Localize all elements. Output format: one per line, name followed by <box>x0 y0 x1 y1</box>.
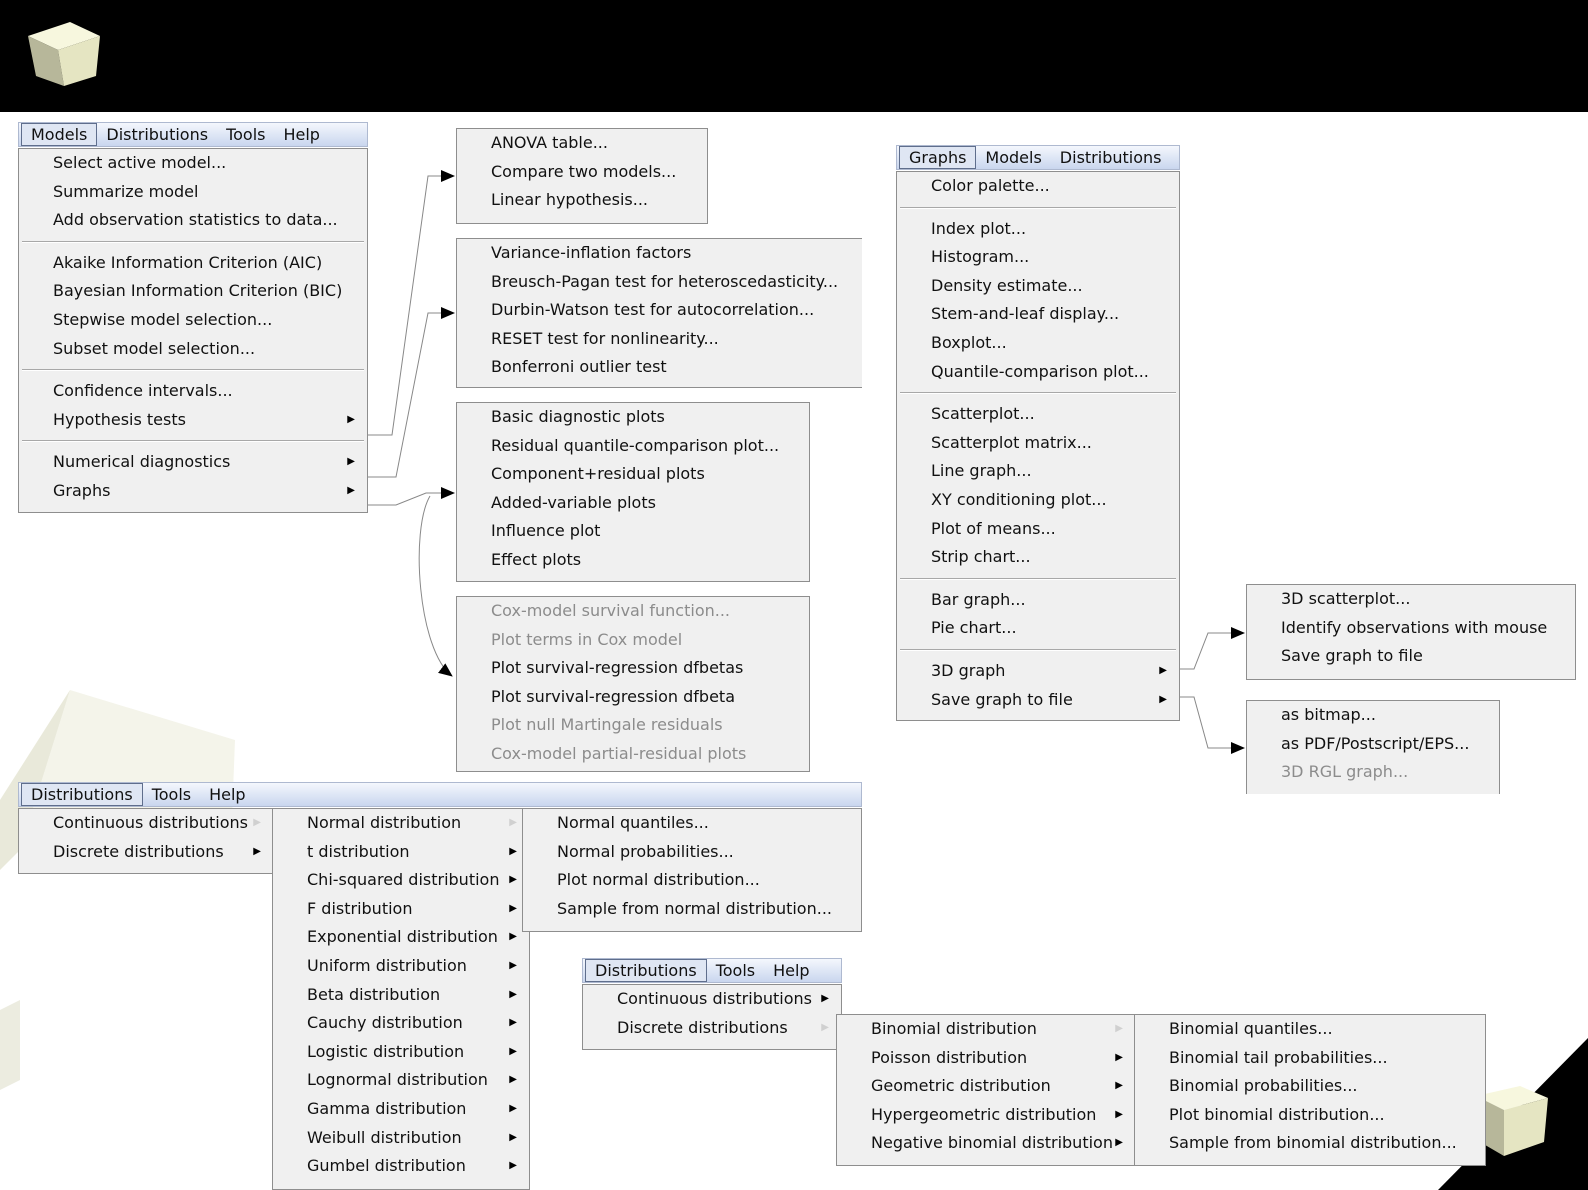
menu-item-label: Lognormal distribution <box>307 1070 488 1090</box>
graphs-dropdown <box>896 171 1180 721</box>
menu-item-binomial-tail-probabilities[interactable]: Binomial tail probabilities... <box>1169 1047 1388 1067</box>
menu-item-save-3d-graph[interactable]: Save graph to file <box>1281 646 1423 666</box>
menu-item-hypothesis-tests[interactable] <box>19 406 367 435</box>
submenu-arrow-icon: ▶ <box>509 959 517 971</box>
menu-item-pie-chart[interactable]: Pie chart... <box>931 618 1017 638</box>
binomial-submenu <box>1134 1014 1486 1166</box>
menu-item-label: Continuous distributions <box>53 813 248 832</box>
menu-item-label: Discrete distributions <box>617 1017 788 1037</box>
submenu-arrow-icon: ▶ <box>509 817 517 828</box>
menu-item-chi-squared-distribution[interactable] <box>273 866 529 895</box>
menu-item-label: Graphs <box>53 480 111 500</box>
menu-item-survival-dfbeta[interactable]: Plot survival-regression dfbeta <box>491 686 735 706</box>
graphs-menubar <box>896 145 1180 170</box>
menu-tools[interactable]: Tools <box>151 785 192 804</box>
menu-item-gamma-distribution[interactable] <box>273 1095 529 1124</box>
menu-item-save-graph-to-file[interactable] <box>897 686 1179 715</box>
continuous-distributions-submenu <box>272 808 530 1190</box>
survival-graphs-submenu <box>456 596 810 772</box>
menu-item-logistic-distribution[interactable] <box>273 1038 529 1067</box>
menu-item-t-distribution[interactable] <box>273 838 529 867</box>
menu-item-summarize-model[interactable]: Summarize model <box>53 181 199 201</box>
menu-item-select-active-model[interactable]: Select active model... <box>53 153 227 172</box>
menu-item-label: Numerical diagnostics <box>53 452 231 472</box>
menu-item-normal-quantiles[interactable]: Normal quantiles... <box>557 813 709 832</box>
submenu-arrow-icon: ▶ <box>509 845 517 857</box>
menu-item-anova-table[interactable]: ANOVA table... <box>491 133 608 152</box>
menu-tools[interactable]: Tools <box>715 961 756 980</box>
menu-item-label: Negative binomial distribution <box>871 1133 1113 1153</box>
menu-item-histogram[interactable]: Histogram... <box>931 247 1030 267</box>
menu-item-graphs[interactable] <box>19 477 367 506</box>
menu-item-bic[interactable]: Bayesian Information Criterion (BIC) <box>53 281 343 301</box>
submenu-arrow-icon: ▶ <box>347 484 355 496</box>
menu-help[interactable]: Help <box>283 125 320 144</box>
menu-item-added-variable-plots[interactable]: Added-variable plots <box>491 492 656 512</box>
menu-item-xy-conditioning-plot[interactable]: XY conditioning plot... <box>931 489 1107 509</box>
menu-item-stepwise-model-selection[interactable]: Stepwise model selection... <box>53 309 273 329</box>
menu-item-plot-of-means[interactable]: Plot of means... <box>931 518 1056 538</box>
submenu-arrow-icon: ▶ <box>1115 1108 1123 1120</box>
menu-item-normal-distribution[interactable] <box>273 809 529 838</box>
menu-item-plot-binomial-distribution[interactable]: Plot binomial distribution... <box>1169 1104 1385 1124</box>
menu-item-label: Binomial distribution <box>871 1019 1037 1038</box>
menu-item-label: Uniform distribution <box>307 955 467 975</box>
menu-tools[interactable]: Tools <box>226 125 266 144</box>
menu-item-label: Save graph to file <box>931 689 1073 709</box>
menu-separator <box>22 241 364 243</box>
menu-item-vif[interactable]: Variance-inflation factors <box>491 243 692 262</box>
menu-separator <box>900 392 1176 394</box>
menu-item-label: Gamma distribution <box>307 1098 467 1118</box>
menu-distributions[interactable]: Distributions <box>106 125 209 144</box>
menu-item-label: 3D graph <box>931 660 1006 680</box>
menu-item-f-distribution[interactable] <box>273 895 529 924</box>
model-graphs-submenu <box>456 402 810 582</box>
submenu-arrow-icon: ▶ <box>509 1102 517 1114</box>
menu-item-label: Poisson distribution <box>871 1047 1028 1067</box>
menu-item-linear-hypothesis[interactable]: Linear hypothesis... <box>491 190 648 210</box>
menu-item-line-graph[interactable]: Line graph... <box>931 461 1032 481</box>
menu-item-weibull-distribution[interactable] <box>273 1124 529 1153</box>
distributions-menubar-2 <box>582 958 842 983</box>
submenu-arrow-icon: ▶ <box>509 1045 517 1057</box>
menu-item-bar-graph[interactable]: Bar graph... <box>931 589 1026 609</box>
menu-item-label: Gumbel distribution <box>307 1156 466 1176</box>
menu-help[interactable]: Help <box>773 961 810 980</box>
menu-item-beta-distribution[interactable] <box>273 981 529 1010</box>
menu-item-discrete-distributions[interactable] <box>583 1014 841 1043</box>
menu-item-label: Hypergeometric distribution <box>871 1104 1097 1124</box>
menu-item-add-observation-statistics[interactable]: Add observation statistics to data... <box>53 210 338 230</box>
submenu-arrow-icon: ▶ <box>253 817 261 828</box>
menu-item-plot-normal-distribution[interactable]: Plot normal distribution... <box>557 870 760 890</box>
menu-item-binomial-quantiles[interactable]: Binomial quantiles... <box>1169 1019 1333 1038</box>
submenu-arrow-icon: ▶ <box>509 902 517 914</box>
menu-item-quantile-comparison-plot[interactable]: Quantile-comparison plot... <box>931 361 1149 381</box>
menu-separator <box>900 649 1176 651</box>
menu-item-cauchy-distribution[interactable] <box>273 1009 529 1038</box>
submenu-arrow-icon: ▶ <box>1159 664 1167 676</box>
menu-item-label: Beta distribution <box>307 984 441 1004</box>
menu-distributions[interactable]: Distributions <box>1059 148 1162 167</box>
menu-item-label: Continuous distributions <box>617 989 812 1008</box>
menu-item-poisson-distribution[interactable] <box>837 1044 1135 1073</box>
submenu-arrow-icon: ▶ <box>1159 693 1167 705</box>
menu-item-uniform-distribution[interactable] <box>273 952 529 981</box>
menu-item-label: t distribution <box>307 841 410 861</box>
menu-item-label: Hypothesis tests <box>53 409 186 429</box>
submenu-arrow-icon: ▶ <box>509 988 517 1000</box>
menu-item-label: F distribution <box>307 898 413 918</box>
distributions-dropdown-2 <box>582 984 842 1050</box>
submenu-arrow-icon: ▶ <box>347 413 355 425</box>
menu-item-breusch-pagan[interactable]: Breusch-Pagan test for heteroscedasticity... <box>491 271 839 291</box>
menu-item-label: Logistic distribution <box>307 1041 465 1061</box>
submenu-arrow-icon: ▶ <box>821 1021 829 1033</box>
normal-distribution-submenu <box>522 808 862 932</box>
menu-item-scatterplot-matrix[interactable]: Scatterplot matrix... <box>931 432 1092 452</box>
menu-item-binomial-distribution[interactable] <box>837 1015 1135 1044</box>
menu-item-strip-chart[interactable]: Strip chart... <box>931 547 1031 567</box>
menu-separator <box>22 369 364 371</box>
numerical-diagnostics-submenu <box>456 238 862 388</box>
submenu-arrow-icon: ▶ <box>509 1131 517 1143</box>
menu-item-label: Cauchy distribution <box>307 1013 463 1033</box>
menu-item-geometric-distribution[interactable] <box>837 1072 1135 1101</box>
menu-models[interactable]: Models <box>21 123 97 146</box>
menu-item-plot-terms-cox: Plot terms in Cox model <box>491 629 683 649</box>
submenu-arrow-icon: ▶ <box>509 1017 517 1029</box>
menu-item-label: Discrete distributions <box>53 841 224 861</box>
models-dropdown <box>18 148 368 513</box>
menu-item-density-estimate[interactable]: Density estimate... <box>931 275 1083 295</box>
menu-item-color-palette[interactable]: Color palette... <box>931 176 1050 195</box>
menu-item-sample-normal-distribution[interactable]: Sample from normal distribution... <box>557 898 832 918</box>
menu-item-continuous-distributions[interactable] <box>583 985 841 1014</box>
menu-item-exponential-distribution[interactable] <box>273 923 529 952</box>
submenu-arrow-icon: ▶ <box>509 1074 517 1086</box>
distributions-dropdown <box>18 808 274 874</box>
menu-item-basic-diagnostic-plots[interactable]: Basic diagnostic plots <box>491 407 665 426</box>
menu-item-label: Normal distribution <box>307 813 462 832</box>
menu-item-label: Chi-squared distribution <box>307 870 500 890</box>
menu-item-continuous-distributions[interactable] <box>19 809 273 838</box>
menu-item-numerical-diagnostics[interactable] <box>19 448 367 477</box>
menu-distributions[interactable]: Distributions <box>21 783 143 806</box>
menu-help[interactable]: Help <box>209 785 246 804</box>
menu-item-label: Exponential distribution <box>307 927 498 947</box>
distributions-menubar <box>18 782 862 807</box>
menu-item-durbin-watson[interactable]: Durbin-Watson test for autocorrelation... <box>491 300 815 320</box>
menu-item-effect-plots[interactable]: Effect plots <box>491 549 582 569</box>
menu-item-binomial-probabilities[interactable]: Binomial probabilities... <box>1169 1076 1358 1096</box>
menu-separator <box>900 207 1176 209</box>
menu-item-hypergeometric-distribution[interactable] <box>837 1101 1135 1130</box>
menu-item-confidence-intervals[interactable]: Confidence intervals... <box>53 381 233 401</box>
menu-item-survival-dfbetas[interactable]: Plot survival-regression dfbetas <box>491 658 744 678</box>
save-graph-submenu <box>1246 700 1500 794</box>
menu-item-stem-and-leaf[interactable]: Stem-and-leaf display... <box>931 304 1120 324</box>
submenu-arrow-icon: ▶ <box>347 456 355 468</box>
menu-item-aic[interactable]: Akaike Information Criterion (AIC) <box>53 252 323 272</box>
submenu-arrow-icon: ▶ <box>253 845 261 857</box>
submenu-arrow-icon: ▶ <box>1115 1080 1123 1092</box>
menu-item-sample-binomial-distribution[interactable]: Sample from binomial distribution... <box>1169 1133 1457 1153</box>
menu-item-null-martingale: Plot null Martingale residuals <box>491 715 723 735</box>
menu-item-bonferroni-outlier[interactable]: Bonferroni outlier test <box>491 357 667 377</box>
submenu-arrow-icon: ▶ <box>509 931 517 943</box>
menu-item-normal-probabilities[interactable]: Normal probabilities... <box>557 841 734 861</box>
menu-models[interactable]: Models <box>985 148 1042 167</box>
menu-item-influence-plot[interactable]: Influence plot <box>491 521 601 541</box>
menu-item-reset-test[interactable]: RESET test for nonlinearity... <box>491 328 719 348</box>
menu-item-gumbel-distribution[interactable] <box>273 1152 529 1181</box>
menu-item-scatterplot[interactable]: Scatterplot... <box>931 404 1035 424</box>
menu-item-3d-graph[interactable] <box>897 657 1179 686</box>
menu-item-lognormal-distribution[interactable] <box>273 1066 529 1095</box>
submenu-arrow-icon: ▶ <box>509 874 517 886</box>
submenu-arrow-icon: ▶ <box>509 1160 517 1172</box>
hypothesis-tests-submenu <box>456 128 708 224</box>
menu-item-negative-binomial-distribution[interactable] <box>837 1129 1135 1158</box>
menu-item-compare-two-models[interactable]: Compare two models... <box>491 161 677 181</box>
menu-distributions[interactable]: Distributions <box>585 959 707 982</box>
menu-item-subset-model-selection[interactable]: Subset model selection... <box>53 338 256 358</box>
menu-item-label: Weibull distribution <box>307 1127 462 1147</box>
menu-item-index-plot[interactable]: Index plot... <box>931 218 1027 238</box>
submenu-arrow-icon: ▶ <box>1115 1051 1123 1063</box>
submenu-arrow-icon: ▶ <box>1115 1023 1123 1034</box>
menu-item-label: Geometric distribution <box>871 1076 1051 1096</box>
menu-graphs[interactable]: Graphs <box>899 146 976 169</box>
menu-item-identify-observations[interactable]: Identify observations with mouse <box>1281 617 1548 637</box>
menu-item-component-residual-plots[interactable]: Component+residual plots <box>491 464 705 484</box>
submenu-arrow-icon: ▶ <box>1115 1137 1123 1149</box>
submenu-arrow-icon: ▶ <box>821 993 829 1004</box>
menu-separator <box>900 578 1176 580</box>
menu-item-residual-quantile-comparison[interactable]: Residual quantile-comparison plot... <box>491 435 780 455</box>
discrete-distributions-submenu <box>836 1014 1136 1166</box>
menu-item-3d-scatterplot[interactable]: 3D scatterplot... <box>1281 589 1411 608</box>
menu-item-cox-survival-function: Cox-model survival function... <box>491 601 731 620</box>
menu-item-boxplot[interactable]: Boxplot... <box>931 332 1007 352</box>
menu-item-3d-rgl-graph: 3D RGL graph... <box>1281 762 1409 782</box>
menu-item-as-bitmap[interactable]: as bitmap... <box>1281 705 1376 724</box>
menu-separator <box>22 440 364 442</box>
menu-item-as-pdf[interactable]: as PDF/Postscript/EPS... <box>1281 733 1470 753</box>
models-menubar <box>18 122 368 147</box>
3d-graph-submenu <box>1246 584 1576 680</box>
menu-item-discrete-distributions[interactable] <box>19 838 273 867</box>
menu-item-cox-partial-residual: Cox-model partial-residual plots <box>491 743 747 763</box>
